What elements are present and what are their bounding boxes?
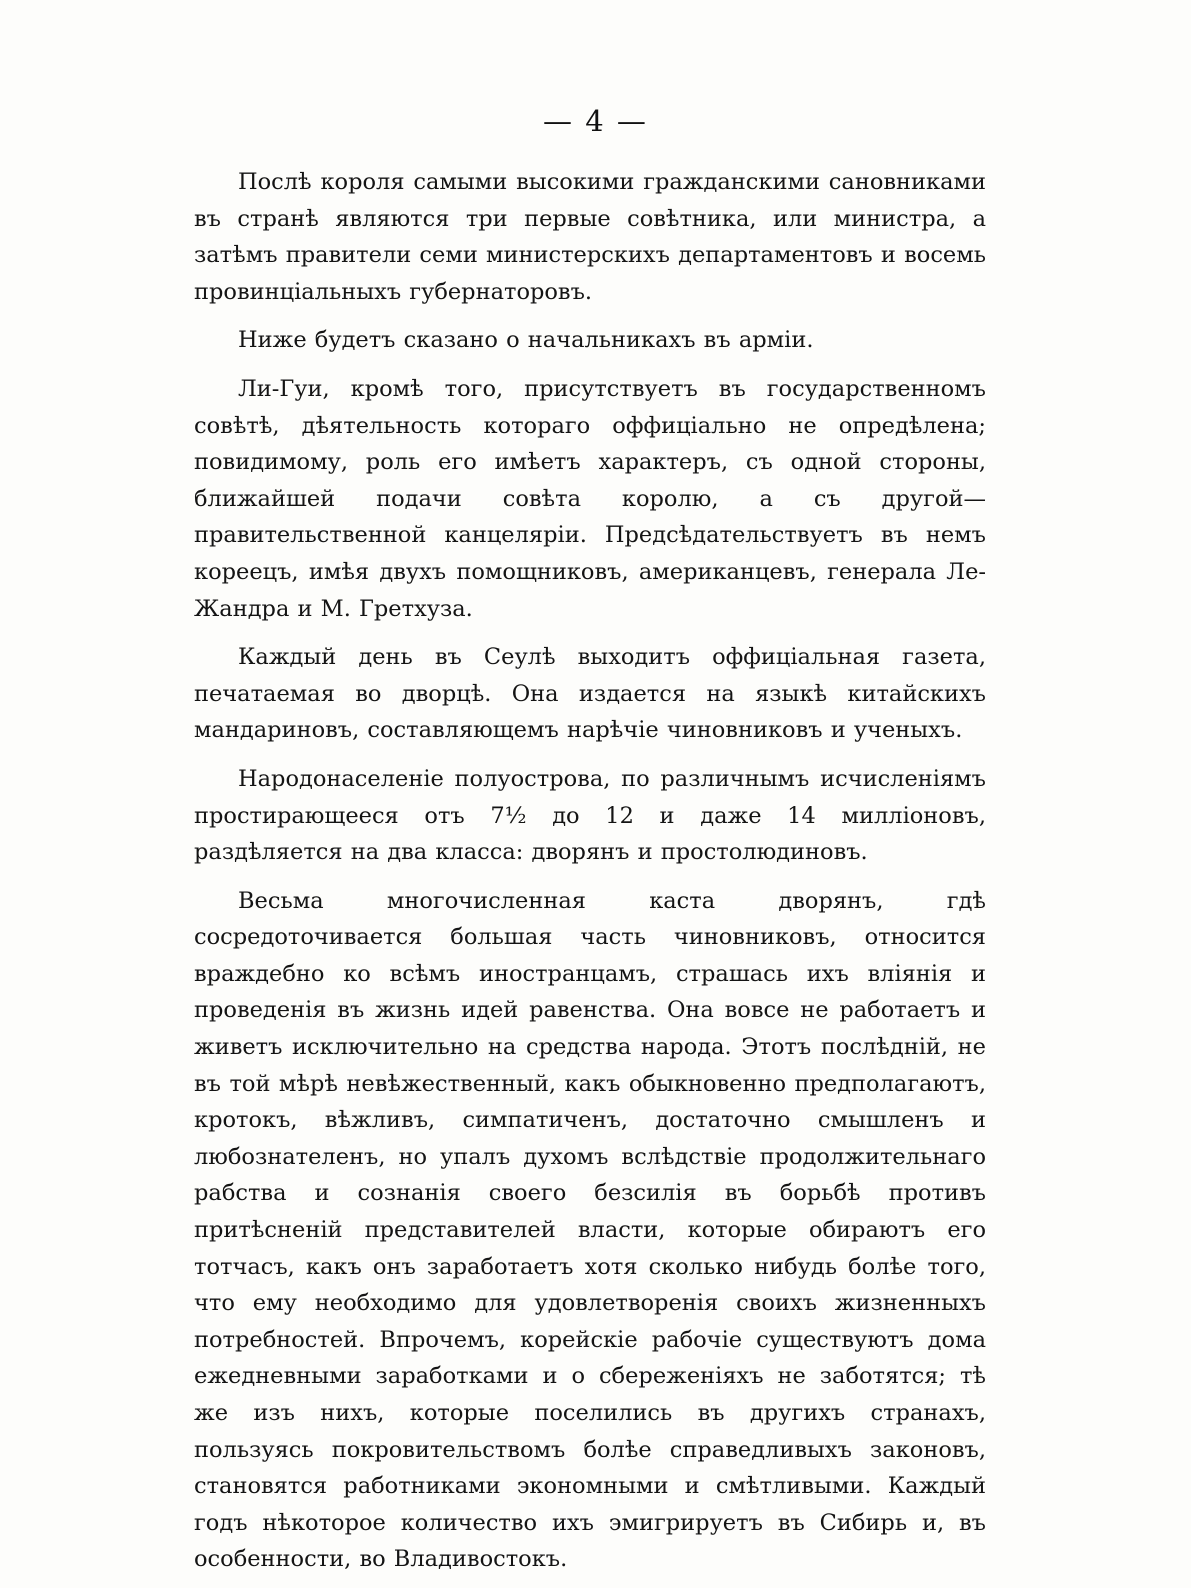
paragraph-army-note: Ниже будетъ сказано о начальникахъ въ арміи. <box>238 327 814 354</box>
paragraph-gazette: Каждый день въ Сеулѣ выходитъ оффиціальная газета, печатаемая во дворцѣ. Она издается на языкѣ китайскихъ мандариновъ, составляющемъ нарѣчіе чиновниковъ и ученыхъ. <box>194 644 986 744</box>
paragraph-nobility: Весьма многочисленная каста дворянъ, гдѣ сосредоточивается большая часть чиновниковъ, относится враждебно ко всѣмъ иностранцамъ, страшась ихъ вліянія и проведенія въ жизнь идей равенства. Она вовсе не работаетъ и живетъ исключительно на средства народа. Этотъ послѣдній, не въ той мѣрѣ невѣжественный, какъ обыкновенно предполагаютъ, кротокъ, вѣжливъ, симпатиченъ, достаточно смышленъ и любознателенъ, но упалъ духомъ вслѣдствіе продолжительнаго рабства и сознанія своего безсилія въ борьбѣ противъ притѣсненій представителей власти, которые обираютъ его тотчасъ, какъ онъ заработаетъ хотя сколько нибудь болѣе того, что ему необходимо для удовлетворенія своихъ жизненныхъ потребностей. Впрочемъ, корейскіе рабочіе существуютъ дома ежедневными заработками и о сбереженіяхъ не заботятся; тѣ же изъ нихъ, которые поселились въ другихъ странахъ, пользуясь покровительствомъ болѣе справедливыхъ законовъ, становятся работниками экономными и смѣтливыми. Каждый годъ нѣкоторое количество ихъ эмигрируетъ въ Сибирь и, въ особенности, во Владивостокъ. <box>194 887 986 1573</box>
paragraph-population: Народонаселеніе полуострова, по различнымъ исчисленіямъ простирающееся отъ 7½ до 12 и даже 14 милліоновъ, раздѣляется на два класса: дворянъ и простолюдиновъ. <box>194 765 986 866</box>
page-number: — 4 — <box>543 104 648 138</box>
paragraph-state-council: Ли-Гуи, кромѣ того, присутствуетъ въ государственномъ совѣтѣ, дѣятельность котораго оффиціально не опредѣлена; повидимому, роль его имѣетъ характеръ, съ одной стороны, ближайшей подачи совѣта королю, а съ другой—правительственной канцеляріи. Предсѣдательствуетъ въ немъ кореецъ, имѣя двухъ помощниковъ, американцевъ, генерала Ле-Жандра и М. Гретхуза. <box>194 375 986 622</box>
body-text <box>194 164 986 1590</box>
paragraph-officials: Послѣ короля самыми высокими гражданскими сановниками въ странѣ являются три первые совѣтника, или министра, а затѣмъ правители семи министерскихъ департаментовъ и восемь провинціальныхъ губернаторовъ. <box>194 169 986 305</box>
